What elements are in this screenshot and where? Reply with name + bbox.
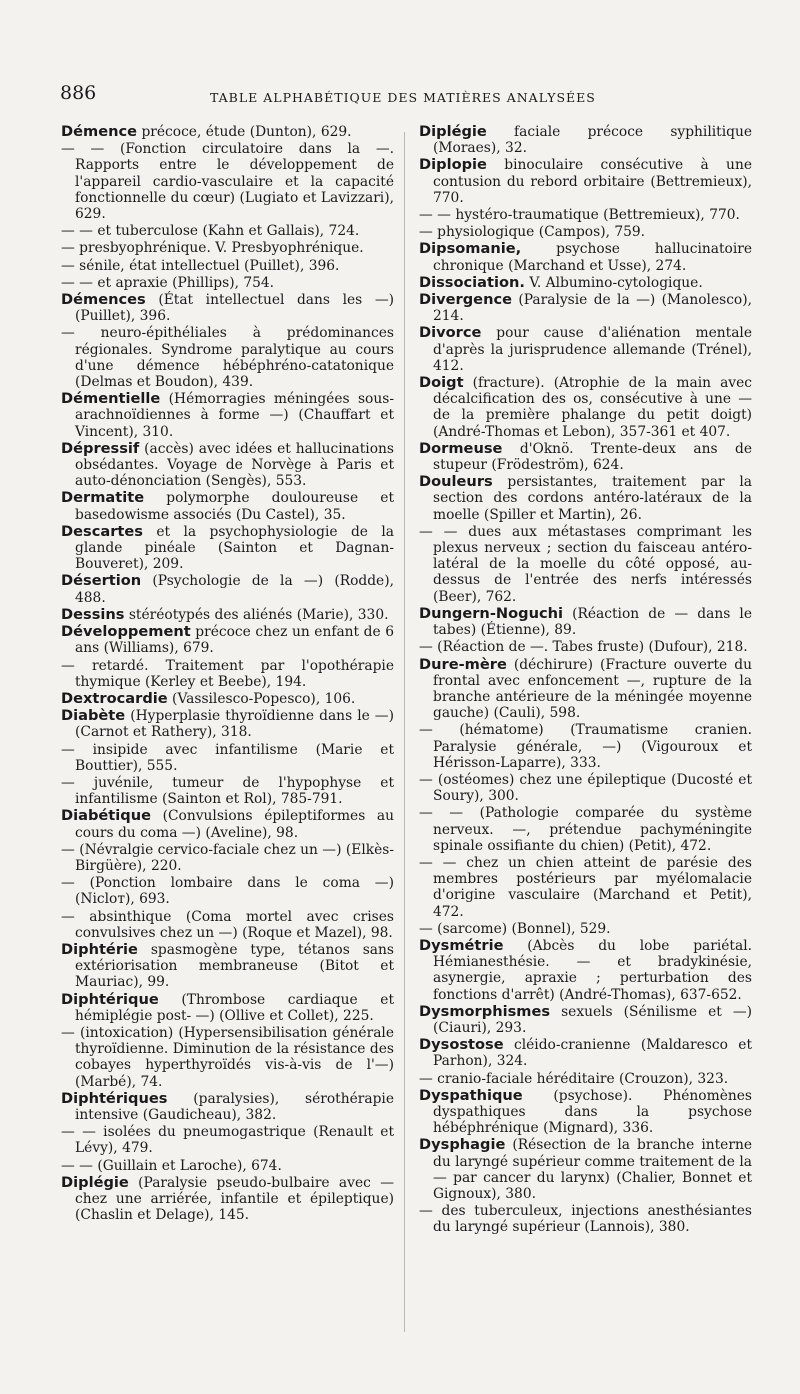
entry-headword: Démence [61, 123, 138, 140]
entry-text: — physiologique (Campos), 759. [419, 224, 646, 241]
entry-headword: Démentielle [61, 390, 161, 408]
entry-text: (accès) avec idées et hallucinations obsédantes. Voyage de Norvège à Paris et auto-dénonciation (Sengès), 553. [75, 440, 394, 490]
index-entry [61, 909, 394, 941]
index-entry [419, 1137, 752, 1202]
entry-text: (paralysies), sérothérapie intensive (Gaudicheau), 382. [75, 1090, 394, 1123]
index-entry [419, 474, 752, 523]
index-entry [419, 441, 752, 473]
entry-text: — presbyophrénique. V. Presbyophrénique. [61, 240, 364, 257]
entry-headword: Doigt [419, 374, 464, 392]
index-entry [61, 441, 394, 490]
entry-text: — — (Pathologie comparée du système nerveux. —, prétendue pachyméningite spinale ossifiante du chien) (Petit), 472. [419, 805, 752, 854]
entry-text: — — chez un chien atteint de parésie des membres postérieurs par myélomalacie d'origine vasculaire (Marchand et Petit), 472. [419, 854, 752, 920]
entry-headword: Développement [61, 623, 191, 641]
entry-headword: Dysphagie [419, 1136, 506, 1154]
entry-text: sexuels (Sénilisme et —) (Ciauri), 293. [433, 1003, 752, 1036]
index-entry [61, 524, 394, 573]
entry-headword: Descartes [61, 522, 143, 540]
index-entry [61, 1124, 394, 1156]
index-entry [61, 658, 394, 690]
entry-text: (psychose). Phénomènes dyspathiques dans la psychose hébéphrénique (Mignard), 336. [433, 1087, 752, 1137]
index-entry [419, 938, 752, 1003]
entry-headword: Diphtérie [61, 940, 138, 958]
index-entry [419, 1088, 752, 1137]
index-entry [419, 241, 752, 273]
entry-headword: Diphtérique [61, 990, 159, 1008]
entry-headword: Divorce [419, 324, 482, 342]
index-entry [61, 258, 394, 274]
entry-text: persistantes, traitement par la section des cordons antéro-latéraux de la moelle (Spiller et Martin), 26. [433, 474, 752, 523]
entry-text: (Réaction de — dans le tabes) (Étienne), 89. [433, 605, 752, 639]
index-entry [419, 722, 752, 771]
index-entry [61, 607, 394, 623]
index-entry [61, 573, 394, 605]
entry-text: — (sarcome) (Bonnel), 529. [419, 920, 611, 937]
entry-text: — (Ponction lombaire dans le coma —) (Nicloт), 693. [61, 875, 394, 908]
entry-text: spasmogène type, tétanos sans extériorisation membraneuse (Bitot et Mauriac), 99. [75, 941, 394, 991]
index-entry [419, 606, 752, 638]
entry-text: stéréotypés des aliénés (Marie), 330. [124, 606, 389, 623]
index-entry [61, 275, 394, 291]
index-entry [61, 942, 394, 991]
entry-headword: Douleurs [419, 473, 493, 491]
entry-text: — — (Guillain et Laroche), 674. [61, 1157, 282, 1174]
entry-headword: Dépressif [61, 439, 140, 457]
entry-headword: Démences [61, 291, 146, 309]
index-entry [419, 207, 752, 223]
entry-text: (Hémorragies méningées sous-arachnoïdiennes à forme —) (Chauffart et Vincent), 310. [75, 391, 394, 440]
index-entry [61, 124, 394, 140]
index-entry [419, 1203, 752, 1235]
entry-text: — insipide avec infantilisme (Marie et Bouttier), 555. [61, 741, 394, 774]
index-entry [61, 391, 394, 440]
index-entry [419, 772, 752, 804]
index-entry [419, 657, 752, 722]
index-entry [61, 875, 394, 907]
entry-headword: Diabétique [61, 807, 152, 825]
entry-text: (État intellectuel dans les —) (Puillet), 396. [75, 292, 394, 325]
entry-headword: Dyspathique [419, 1086, 523, 1104]
index-entry [61, 240, 394, 256]
entry-headword: Dissociation. [419, 273, 525, 291]
entry-headword: Diphtériques [61, 1089, 168, 1107]
entry-text: (Convulsions épileptiformes au cours du coma —) (Aveline), 98. [75, 808, 394, 841]
index-entry [61, 742, 394, 774]
entry-text: faciale précoce syphilitique (Moraes), 32. [433, 124, 752, 157]
index-entry [419, 805, 752, 854]
index-entry [419, 1004, 752, 1036]
index-entry [61, 624, 394, 656]
column-divider [404, 132, 405, 1332]
index-entry [419, 1037, 752, 1069]
index-entry [61, 842, 394, 874]
entry-text: (Paralysie de la —) (Manolesco), 214. [433, 292, 752, 325]
entry-text: — (intoxication) (Hypersensibilisation générale thyroïdienne. Diminution de la résistance des cobayes hyperthyroïdés vis-à-vis de l'—) (Marbé), 74. [61, 1024, 394, 1090]
entry-text: — neuro-épithéliales à prédominances régionales. Syndrome paralytique au cours d'une démence hébéphréno-catatonique (Delmas et Boudon), 439. [61, 325, 394, 391]
index-entry [419, 639, 752, 655]
entry-headword: Dysmétrie [419, 936, 504, 954]
entry-text: (déchirure) (Fracture ouverte du frontal avec enfoncement —, rupture de la branche antérieure de la méningée moyenne gauche) (Cauli), 598. [433, 656, 752, 722]
entry-text: (Abcès du lobe pariétal. Hémianesthésie. — et bradykinésie, asynergie, apraxie ; perturbation des fonctions d'arrêt) (André-Thomas), 637-652. [433, 937, 752, 1003]
entry-text: — (hématome) (Traumatisme cranien. Paralysie générale, —) (Vigouroux et Hérisson-Laparre), 333. [419, 722, 752, 771]
index-entry [61, 490, 394, 522]
entry-text: — des tuberculeux, injections anesthésiantes du laryngé supérieur (Lannois), 380. [419, 1203, 752, 1236]
index-entry [419, 855, 752, 920]
entry-headword: Diplégie [419, 123, 487, 140]
entry-text: binoculaire consécutive à une contusion du rebord orbitaire (Bettremieux), 770. [433, 157, 752, 206]
index-column-right [419, 124, 752, 1237]
index-entry [61, 292, 394, 324]
entry-text: — — dues aux métastases comprimant les plexus nerveux ; section du faisceau antéro-latéral de la moelle du côté opposé, au-dessus de l'entrée des nerfs intéressés (Beer), 762. [419, 523, 752, 605]
entry-text: précoce, étude (Dunton), 629. [137, 124, 352, 140]
entry-headword: Désertion [61, 572, 142, 590]
index-entry [61, 141, 394, 222]
running-title: TABLE ALPHABÉTIQUE DES MATIÈRES ANALYSÉES [210, 90, 596, 105]
entry-text: (Paralysie pseudo-bulbaire avec — chez une arriérée, infantile et épileptique) (Chaslin et Delage), 145. [75, 1174, 394, 1224]
entry-headword: Diabète [61, 707, 126, 725]
entry-text: (fracture). (Atrophie de la main avec décalcification des os, consécutive à une — de la première phalange du petit doigt) (André-Thomas et Lebon), 357-361 et 407. [433, 375, 752, 440]
entry-text: — (Névralgie cervico-faciale chez un —) (Elkès-Birgüère), 220. [61, 841, 394, 874]
entry-text: cléido-cranienne (Maldaresco et Parhon), 324. [433, 1037, 752, 1070]
entry-headword: Dure-mère [419, 655, 507, 673]
index-entry [61, 691, 394, 707]
entry-text: — juvénile, tumeur de l'hypophyse et infantilisme (Sainton et Rol), 785-791. [61, 774, 394, 808]
entry-text: polymorphe douloureuse et basedowisme associés (Du Castel), 35. [75, 490, 394, 523]
entry-text: — (ostéomes) chez une épileptique (Ducosté et Soury), 300. [419, 771, 752, 805]
entry-headword: Divergence [419, 291, 513, 309]
index-entry [61, 1025, 394, 1090]
index-entry [61, 1175, 394, 1224]
entry-text: — — isolées du pneumogastrique (Renault et Lévy), 479. [61, 1124, 394, 1157]
entry-headword: Diplégie [61, 1173, 129, 1191]
index-entry [61, 1091, 394, 1123]
index-entry [61, 992, 394, 1024]
entry-text: — — et apraxie (Phillips), 754. [61, 274, 275, 291]
index-entry [419, 325, 752, 374]
index-entry [419, 292, 752, 324]
entry-text: d'Oknö. Trente-deux ans de stupeur (Frödeström), 624. [433, 440, 752, 474]
index-entry [61, 808, 394, 840]
entry-headword: Dysmorphismes [419, 1002, 551, 1020]
entry-headword: Dextrocardie [61, 689, 168, 707]
index-entry [61, 775, 394, 807]
entry-text: (Hyperplasie thyroïdienne dans le —) (Carnot et Rathery), 318. [75, 708, 394, 741]
index-entry [61, 708, 394, 740]
index-entry [61, 325, 394, 390]
index-entry [419, 275, 752, 291]
entry-text: précoce chez un enfant de 6 ans (Williams), 679. [75, 624, 394, 657]
index-entry [419, 921, 752, 937]
page-number: 886 [60, 82, 97, 104]
index-entry [419, 157, 752, 206]
entry-text: (Résection de la branche interne du laryngé supérieur comme traitement de la — par cancer du larynx) (Chalier, Bonnet et Gignoux), 380. [433, 1137, 752, 1202]
entry-headword: Dipsomanie, [419, 240, 522, 258]
entry-text: (Psychologie de la —) (Rodde), 488. [75, 573, 394, 606]
entry-text: (Thrombose cardiaque et hémiplégie post- —) (Ollive et Collet), 225. [75, 991, 394, 1024]
entry-text: — retardé. Traitement par l'opothérapie thymique (Kerley et Beebe), 194. [61, 657, 394, 690]
index-entry [419, 1071, 752, 1087]
page-header [60, 82, 740, 112]
index-entry [419, 124, 752, 156]
entry-headword: Dermatite [61, 489, 145, 507]
entry-text: — absinthique (Coma mortel avec crises convulsives chez un —) (Roque et Mazel), 98. [61, 908, 394, 941]
index-entry [419, 375, 752, 440]
index-entry [419, 224, 752, 240]
entry-text: V. Albumino-cytologique. [524, 274, 703, 291]
index-entry [61, 223, 394, 239]
entry-headword: Dormeuse [419, 439, 503, 457]
index-column-left [61, 124, 394, 1224]
index-entry [61, 1158, 394, 1174]
entry-headword: Dessins [61, 605, 125, 623]
entry-text: — — hystéro-traumatique (Bettremieux), 770. [419, 207, 740, 224]
entry-headword: Dungern-Noguchi [419, 604, 563, 622]
entry-text: pour cause d'aliénation mentale d'après la jurisprudence allemande (Trénel), 412. [433, 325, 752, 374]
entry-text: — — et tuberculose (Kahn et Gallais), 724. [61, 223, 360, 240]
entry-text: psychose hallucinatoire chronique (Marchand et Usse), 274. [433, 241, 752, 274]
entry-text: et la psychophysiologie de la glande pinéale (Sainton et Dagnan-Bouveret), 209. [75, 523, 394, 573]
entry-text: — cranio-faciale héréditaire (Crouzon), 323. [419, 1070, 729, 1087]
entry-headword: Dysostose [419, 1036, 504, 1054]
entry-text: — — (Fonction circulatoire dans la —. Rapports entre le développement de l'appareil cardio-vasculaire et la capacité fonctionnelle du cœur) (Lugiato et Lavizzari), 629. [61, 141, 394, 223]
index-entry [419, 524, 752, 605]
entry-headword: Diplopie [419, 156, 487, 174]
entry-text: — (Réaction de —. Tabes fruste) (Dufour), 218. [419, 639, 748, 656]
entry-text: (Vassilesco-Popesco), 106. [167, 690, 356, 707]
entry-text: — sénile, état intellectuel (Puillet), 396. [61, 257, 340, 274]
